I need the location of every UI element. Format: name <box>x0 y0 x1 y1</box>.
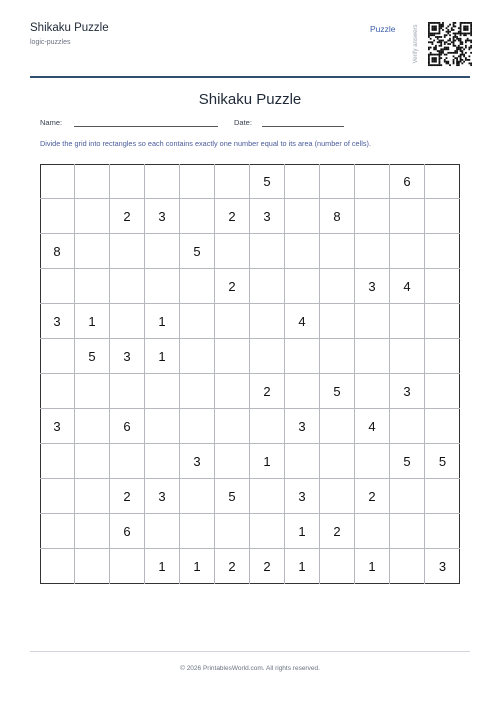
grid-cell[interactable]: 6 <box>110 514 145 549</box>
grid-cell[interactable]: 5 <box>425 444 460 479</box>
grid-cell[interactable] <box>250 409 285 444</box>
grid-cell[interactable] <box>250 479 285 514</box>
grid-cell[interactable]: 4 <box>285 304 320 339</box>
grid-cell[interactable]: 3 <box>40 409 75 444</box>
grid-cell[interactable] <box>320 409 355 444</box>
name-field[interactable] <box>74 126 218 127</box>
grid-cell[interactable] <box>390 549 425 584</box>
grid-cell[interactable] <box>40 374 75 409</box>
grid-cell[interactable] <box>180 374 215 409</box>
grid-cell[interactable] <box>425 479 460 514</box>
grid-cell[interactable]: 2 <box>215 199 250 234</box>
grid-cell[interactable] <box>110 374 145 409</box>
grid-cell[interactable] <box>40 479 75 514</box>
grid-cell[interactable]: 3 <box>145 199 180 234</box>
grid-cell[interactable] <box>180 164 215 199</box>
qr-code-icon[interactable] <box>428 17 472 71</box>
puzzle-grid <box>40 164 460 584</box>
grid-cell[interactable] <box>180 199 215 234</box>
grid-cell[interactable] <box>250 304 285 339</box>
grid-cell[interactable]: 2 <box>320 514 355 549</box>
grid-cell[interactable] <box>285 164 320 199</box>
grid-cell[interactable]: 5 <box>215 479 250 514</box>
grid-cell[interactable]: 3 <box>250 199 285 234</box>
grid-cell[interactable]: 5 <box>75 339 110 374</box>
grid-cell[interactable]: 2 <box>215 549 250 584</box>
grid-cell[interactable]: 1 <box>75 304 110 339</box>
grid-cell[interactable] <box>75 269 110 304</box>
grid-cell[interactable] <box>285 374 320 409</box>
grid-cell[interactable] <box>355 199 390 234</box>
grid-cell[interactable] <box>145 164 180 199</box>
grid-cell[interactable]: 5 <box>320 374 355 409</box>
grid-cell[interactable]: 1 <box>145 549 180 584</box>
grid-cell[interactable] <box>425 409 460 444</box>
date-field[interactable] <box>262 126 344 127</box>
grid-cell[interactable] <box>215 514 250 549</box>
grid-cell[interactable] <box>215 304 250 339</box>
grid-cell[interactable] <box>145 374 180 409</box>
grid-cell[interactable] <box>250 339 285 374</box>
grid-cell[interactable] <box>320 234 355 269</box>
grid-cell[interactable] <box>425 339 460 374</box>
grid-cell[interactable] <box>180 269 215 304</box>
grid-cell[interactable] <box>285 339 320 374</box>
grid-cell[interactable]: 3 <box>438 559 447 574</box>
instructions-text: Divide the grid into rectangles so each contains exactly one number equal to its area (number of cells). <box>40 139 371 148</box>
grid-cell[interactable] <box>355 339 390 374</box>
grid-cell[interactable] <box>250 269 285 304</box>
grid-cell[interactable]: 1 <box>145 339 180 374</box>
name-label: Name: <box>40 118 63 127</box>
grid-cell[interactable]: 2 <box>110 479 145 514</box>
grid-cell[interactable] <box>145 514 180 549</box>
grid-cell[interactable] <box>40 444 75 479</box>
grid-cell[interactable]: 5 <box>390 444 425 479</box>
grid-cell[interactable] <box>145 234 180 269</box>
grid-cell[interactable] <box>425 374 460 409</box>
grid-cell[interactable]: 2 <box>355 479 390 514</box>
grid-cell[interactable] <box>180 409 215 444</box>
grid-cell[interactable]: 2 <box>215 269 250 304</box>
grid-cell[interactable] <box>355 514 390 549</box>
grid-cell[interactable]: 1 <box>355 549 390 584</box>
grid-cell[interactable] <box>110 269 145 304</box>
grid-cell[interactable] <box>390 199 425 234</box>
grid-cell[interactable] <box>355 444 390 479</box>
grid-cell[interactable] <box>355 304 390 339</box>
grid-cell[interactable] <box>390 339 425 374</box>
grid-cell[interactable] <box>110 234 145 269</box>
grid-cell[interactable] <box>75 374 110 409</box>
grid-cell[interactable] <box>40 549 75 584</box>
grid-cell[interactable] <box>40 199 75 234</box>
grid-cell[interactable] <box>320 339 355 374</box>
grid-cell[interactable]: 2 <box>250 549 285 584</box>
grid-cell[interactable]: 1 <box>250 444 285 479</box>
grid-cell[interactable]: 5 <box>180 234 215 269</box>
grid-cell[interactable] <box>285 269 320 304</box>
grid-cell[interactable] <box>110 549 145 584</box>
grid-cell[interactable] <box>40 339 75 374</box>
grid-cell[interactable] <box>320 444 355 479</box>
grid-cell[interactable] <box>180 304 215 339</box>
grid-cell[interactable] <box>215 164 250 199</box>
grid-cell[interactable] <box>355 374 390 409</box>
grid-cell[interactable]: 3 <box>355 269 390 304</box>
grid-cell[interactable] <box>40 514 75 549</box>
grid-cell[interactable] <box>110 444 145 479</box>
grid-cell[interactable] <box>40 269 75 304</box>
grid-cell[interactable] <box>110 304 145 339</box>
site-subtitle: logic-puzzles <box>30 39 71 46</box>
grid-cell[interactable] <box>425 269 460 304</box>
grid-cell[interactable] <box>215 339 250 374</box>
site-title: Shikaku Puzzle <box>30 22 109 34</box>
grid-cell[interactable] <box>75 444 110 479</box>
grid-cell[interactable] <box>320 479 355 514</box>
grid-cell[interactable] <box>75 164 110 199</box>
grid-cell[interactable]: 4 <box>390 269 425 304</box>
grid-cell[interactable] <box>390 514 425 549</box>
grid-cell[interactable] <box>425 164 460 199</box>
grid-cell[interactable]: 1 <box>285 549 320 584</box>
grid-cell[interactable]: 3 <box>285 409 320 444</box>
grid-cell[interactable] <box>180 514 215 549</box>
grid-cell[interactable]: 4 <box>355 409 390 444</box>
grid-cell[interactable]: 2 <box>110 199 145 234</box>
grid-cell[interactable]: 1 <box>285 514 320 549</box>
grid-cell[interactable]: 3 <box>285 479 320 514</box>
verify-label: Verify answers <box>413 24 419 64</box>
grid-cell[interactable]: 3 <box>110 339 145 374</box>
grid-cell[interactable] <box>250 514 285 549</box>
grid-cell[interactable] <box>425 304 460 339</box>
grid-cell[interactable] <box>145 444 180 479</box>
copyright-footer: © 2026 PrintablesWorld.com. All rights reserved. <box>180 665 320 672</box>
grid-cell[interactable]: 1 <box>145 304 180 339</box>
grid-cell[interactable]: 5 <box>250 164 285 199</box>
header-divider <box>30 76 470 78</box>
grid-cell[interactable] <box>390 479 425 514</box>
grid-cell[interactable] <box>215 444 250 479</box>
grid-cell[interactable] <box>180 339 215 374</box>
grid-cell[interactable] <box>425 514 460 549</box>
grid-cell[interactable] <box>320 304 355 339</box>
grid-cell[interactable] <box>320 164 355 199</box>
grid-cell[interactable] <box>110 164 145 199</box>
grid-cell[interactable]: 2 <box>250 374 285 409</box>
grid-cell[interactable] <box>215 234 250 269</box>
grid-cell[interactable] <box>40 164 75 199</box>
grid-cell[interactable] <box>145 269 180 304</box>
date-label: Date: <box>234 118 252 127</box>
grid-cell[interactable] <box>390 304 425 339</box>
grid-cell[interactable] <box>75 409 110 444</box>
grid-cell[interactable] <box>145 409 180 444</box>
page-title: Shikaku Puzzle <box>198 91 302 108</box>
grid-cell[interactable] <box>355 164 390 199</box>
grid-cell[interactable] <box>180 479 215 514</box>
category-tag: Puzzle <box>370 24 396 34</box>
grid-cell[interactable] <box>215 374 250 409</box>
grid-cell[interactable] <box>285 444 320 479</box>
grid-cell[interactable] <box>355 234 390 269</box>
grid-cell[interactable]: 3 <box>390 374 425 409</box>
grid-cell[interactable]: 8 <box>320 199 355 234</box>
grid-cell[interactable]: 6 <box>110 409 145 444</box>
grid-cell[interactable]: 1 <box>180 549 215 584</box>
grid-cell[interactable] <box>320 269 355 304</box>
grid-cell[interactable]: 3 <box>145 479 180 514</box>
grid-cell[interactable] <box>215 409 250 444</box>
grid-cell[interactable] <box>425 234 460 269</box>
grid-cell[interactable] <box>75 199 110 234</box>
footer-divider <box>30 651 470 652</box>
grid-cell[interactable]: 8 <box>40 234 75 269</box>
grid-cell[interactable] <box>75 234 110 269</box>
grid-cell[interactable] <box>425 199 460 234</box>
grid-cell[interactable] <box>285 199 320 234</box>
grid-cell[interactable] <box>390 409 425 444</box>
grid-cell[interactable] <box>75 514 110 549</box>
grid-cell[interactable]: 6 <box>390 164 425 199</box>
grid-cell[interactable] <box>285 234 320 269</box>
grid-cell[interactable] <box>250 234 285 269</box>
grid-cell[interactable] <box>75 549 110 584</box>
grid-cell[interactable]: 3 <box>180 444 215 479</box>
grid-cell[interactable]: 3 <box>40 304 75 339</box>
grid-cell[interactable] <box>75 479 110 514</box>
grid-cell[interactable] <box>390 234 425 269</box>
grid-cell[interactable] <box>320 549 355 584</box>
